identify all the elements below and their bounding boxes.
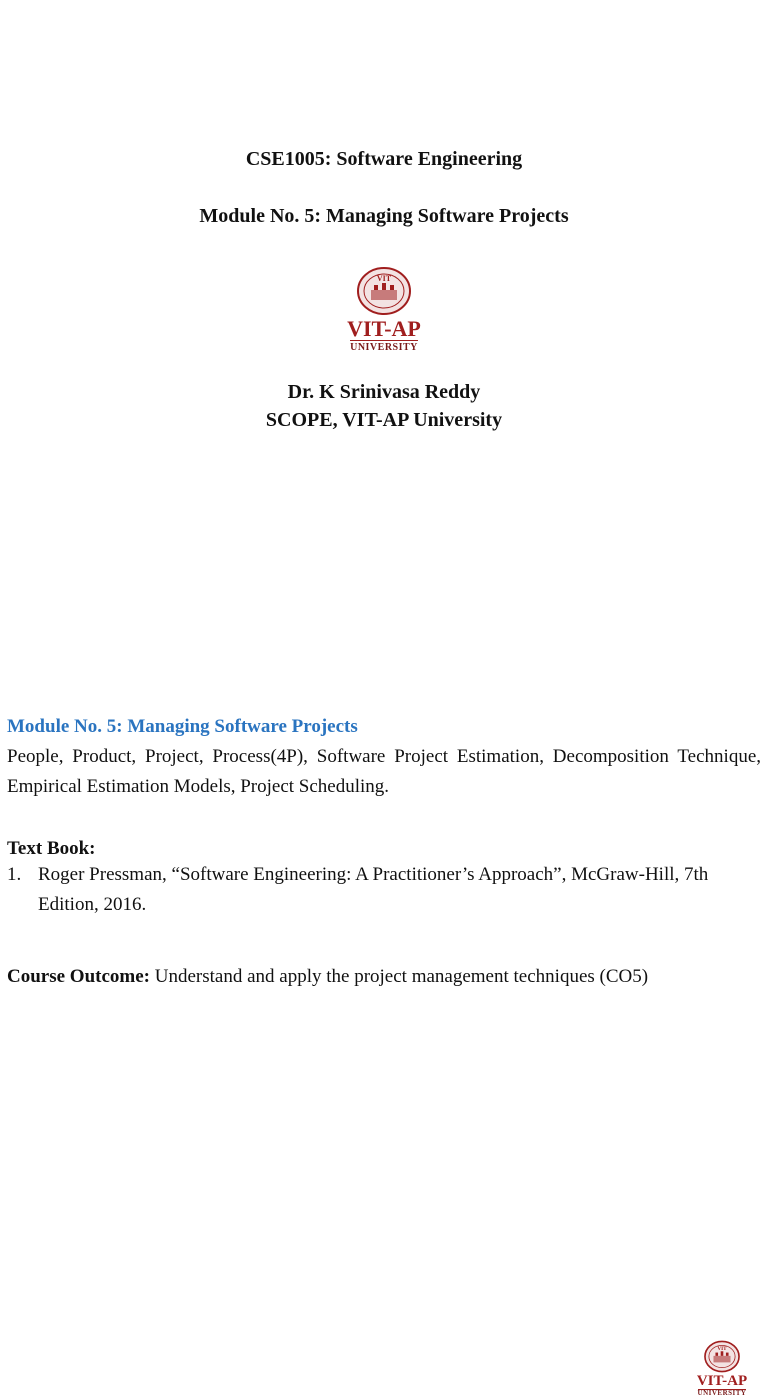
list-number: 1. [7, 864, 22, 885]
textbook-heading: Text Book: [7, 838, 96, 859]
textbook-item [7, 860, 761, 920]
course-title: CSE1005: Software Engineering [245, 148, 523, 170]
logo-name: VIT-AP [696, 1373, 748, 1389]
university-seal-icon [703, 1340, 741, 1373]
logo-subname: UNIVERSITY [350, 342, 418, 353]
vitap-logo-small [692, 1340, 752, 1398]
author-name: Dr. K Srinivasa Reddy [287, 381, 481, 403]
logo-name: VIT-AP [347, 316, 421, 341]
module-heading: Module No. 5: Managing Software Projects [7, 716, 358, 737]
module-title: Module No. 5: Managing Software Projects [199, 205, 569, 227]
cover-slide [0, 0, 768, 660]
textbook-text: Roger Pressman, “Software Engineering: A Practitioner’s Approach”, McGraw-Hill, 7th Edition, 2016. [38, 864, 709, 915]
author-affiliation: SCOPE, VIT-AP University [265, 409, 503, 431]
content-slide [0, 660, 768, 1397]
module-topics: People, Product, Project, Process(4P), Software Project Estimation, Decomposition Technique, Empirical Estimation Models, Project Scheduling. [7, 746, 761, 797]
svg-text:VIT: VIT [717, 1345, 727, 1352]
vitap-logo [340, 266, 428, 353]
outcome-text: Understand and apply the project management techniques (CO5) [150, 966, 649, 987]
course-outcome [7, 962, 761, 992]
outcome-label: Course Outcome: [7, 966, 150, 987]
university-seal-icon [355, 266, 413, 316]
logo-subname: UNIVERSITY [697, 1389, 747, 1397]
svg-text:VIT: VIT [376, 274, 392, 283]
